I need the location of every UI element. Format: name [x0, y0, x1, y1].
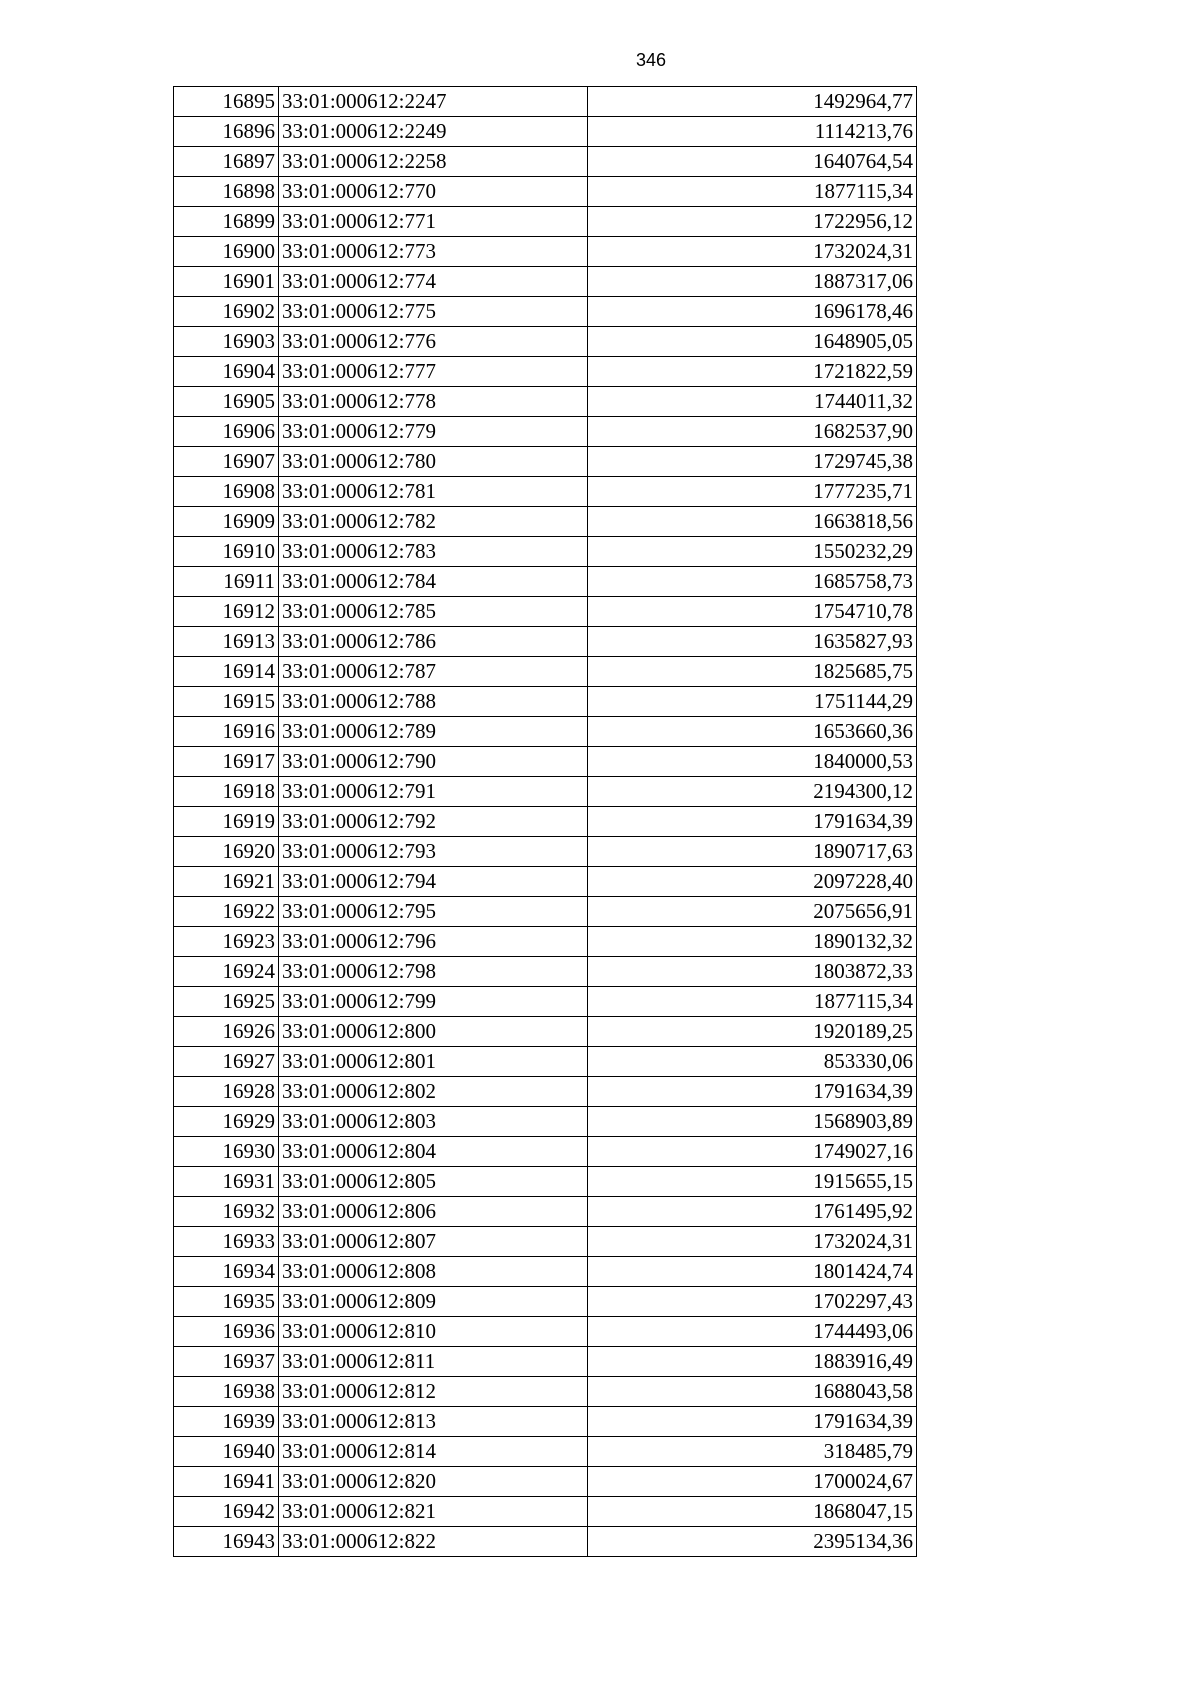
- table-row: [174, 927, 917, 957]
- cadastral-number-cell: 33:01:000612:770: [279, 177, 588, 207]
- table-row: [174, 1257, 917, 1287]
- cadastral-value-cell: 2194300,12: [588, 777, 917, 807]
- table-row: [174, 477, 917, 507]
- cadastral-value-cell: 1825685,75: [588, 657, 917, 687]
- row-number-cell: 16895: [174, 87, 279, 117]
- table-row: [174, 237, 917, 267]
- table-row: [174, 1317, 917, 1347]
- row-number-cell: 16907: [174, 447, 279, 477]
- row-number-cell: 16914: [174, 657, 279, 687]
- table-row: [174, 537, 917, 567]
- cadastral-value-cell: 1777235,71: [588, 477, 917, 507]
- cadastral-number-cell: 33:01:000612:809: [279, 1287, 588, 1317]
- table-row: [174, 1467, 917, 1497]
- table-row: [174, 1077, 917, 1107]
- table-row: [174, 777, 917, 807]
- cadastral-number-cell: 33:01:000612:790: [279, 747, 588, 777]
- cadastral-number-cell: 33:01:000612:783: [279, 537, 588, 567]
- cadastral-value-cell: 1635827,93: [588, 627, 917, 657]
- row-number-cell: 16929: [174, 1107, 279, 1137]
- table-row: [174, 87, 917, 117]
- row-number-cell: 16925: [174, 987, 279, 1017]
- row-number-cell: 16930: [174, 1137, 279, 1167]
- cadastral-number-cell: 33:01:000612:798: [279, 957, 588, 987]
- cadastral-number-cell: 33:01:000612:786: [279, 627, 588, 657]
- cadastral-number-cell: 33:01:000612:822: [279, 1527, 588, 1557]
- cadastral-value-cell: 1920189,25: [588, 1017, 917, 1047]
- cadastral-value-table: [173, 86, 917, 1557]
- cadastral-value-cell: 1877115,34: [588, 987, 917, 1017]
- cadastral-value-cell: 1915655,15: [588, 1167, 917, 1197]
- table-row: [174, 417, 917, 447]
- cadastral-number-cell: 33:01:000612:792: [279, 807, 588, 837]
- cadastral-number-cell: 33:01:000612:776: [279, 327, 588, 357]
- cadastral-value-cell: 1682537,90: [588, 417, 917, 447]
- row-number-cell: 16908: [174, 477, 279, 507]
- cadastral-value-cell: 1648905,05: [588, 327, 917, 357]
- cadastral-number-cell: 33:01:000612:808: [279, 1257, 588, 1287]
- row-number-cell: 16903: [174, 327, 279, 357]
- cadastral-value-cell: 1791634,39: [588, 1407, 917, 1437]
- cadastral-value-cell: 1653660,36: [588, 717, 917, 747]
- row-number-cell: 16909: [174, 507, 279, 537]
- cadastral-value-cell: 1877115,34: [588, 177, 917, 207]
- table-row: [174, 1017, 917, 1047]
- row-number-cell: 16938: [174, 1377, 279, 1407]
- cadastral-number-cell: 33:01:000612:774: [279, 267, 588, 297]
- table-body: [174, 87, 917, 1557]
- row-number-cell: 16937: [174, 1347, 279, 1377]
- cadastral-number-cell: 33:01:000612:778: [279, 387, 588, 417]
- row-number-cell: 16933: [174, 1227, 279, 1257]
- row-number-cell: 16900: [174, 237, 279, 267]
- table-row: [174, 717, 917, 747]
- cadastral-value-cell: 2395134,36: [588, 1527, 917, 1557]
- row-number-cell: 16934: [174, 1257, 279, 1287]
- page-number: 346: [635, 50, 667, 70]
- table-row: [174, 1437, 917, 1467]
- cadastral-value-cell: 1702297,43: [588, 1287, 917, 1317]
- cadastral-number-cell: 33:01:000612:800: [279, 1017, 588, 1047]
- table-row: [174, 1107, 917, 1137]
- table-row: [174, 837, 917, 867]
- table-row: [174, 177, 917, 207]
- cadastral-value-cell: 1801424,74: [588, 1257, 917, 1287]
- table-row: [174, 1377, 917, 1407]
- cadastral-value-cell: 1883916,49: [588, 1347, 917, 1377]
- cadastral-number-cell: 33:01:000612:794: [279, 867, 588, 897]
- table-row: [174, 447, 917, 477]
- cadastral-value-cell: 1791634,39: [588, 807, 917, 837]
- row-number-cell: 16916: [174, 717, 279, 747]
- cadastral-number-cell: 33:01:000612:807: [279, 1227, 588, 1257]
- row-number-cell: 16901: [174, 267, 279, 297]
- table-row: [174, 1347, 917, 1377]
- cadastral-number-cell: 33:01:000612:781: [279, 477, 588, 507]
- table-row: [174, 747, 917, 777]
- row-number-cell: 16898: [174, 177, 279, 207]
- cadastral-number-cell: 33:01:000612:799: [279, 987, 588, 1017]
- cadastral-value-cell: 1492964,77: [588, 87, 917, 117]
- cadastral-number-cell: 33:01:000612:802: [279, 1077, 588, 1107]
- table-row: [174, 117, 917, 147]
- cadastral-number-cell: 33:01:000612:813: [279, 1407, 588, 1437]
- cadastral-number-cell: 33:01:000612:814: [279, 1437, 588, 1467]
- row-number-cell: 16923: [174, 927, 279, 957]
- cadastral-number-cell: 33:01:000612:820: [279, 1467, 588, 1497]
- cadastral-value-cell: 1700024,67: [588, 1467, 917, 1497]
- cadastral-value-cell: 1663818,56: [588, 507, 917, 537]
- row-number-cell: 16915: [174, 687, 279, 717]
- row-number-cell: 16940: [174, 1437, 279, 1467]
- cadastral-value-cell: 2075656,91: [588, 897, 917, 927]
- cadastral-number-cell: 33:01:000612:789: [279, 717, 588, 747]
- table-row: [174, 267, 917, 297]
- cadastral-number-cell: 33:01:000612:2258: [279, 147, 588, 177]
- cadastral-number-cell: 33:01:000612:773: [279, 237, 588, 267]
- cadastral-value-cell: 1803872,33: [588, 957, 917, 987]
- cadastral-value-cell: 1721822,59: [588, 357, 917, 387]
- cadastral-value-cell: 1751144,29: [588, 687, 917, 717]
- table-row: [174, 1137, 917, 1167]
- table-row: [174, 1167, 917, 1197]
- table-row: [174, 297, 917, 327]
- cadastral-number-cell: 33:01:000612:775: [279, 297, 588, 327]
- cadastral-value-cell: 1744493,06: [588, 1317, 917, 1347]
- cadastral-value-cell: 1868047,15: [588, 1497, 917, 1527]
- cadastral-value-cell: 2097228,40: [588, 867, 917, 897]
- cadastral-value-cell: 1732024,31: [588, 237, 917, 267]
- cadastral-number-cell: 33:01:000612:2249: [279, 117, 588, 147]
- table-row: [174, 1407, 917, 1437]
- row-number-cell: 16943: [174, 1527, 279, 1557]
- cadastral-number-cell: 33:01:000612:779: [279, 417, 588, 447]
- cadastral-value-cell: 1685758,73: [588, 567, 917, 597]
- table-row: [174, 687, 917, 717]
- row-number-cell: 16924: [174, 957, 279, 987]
- cadastral-number-cell: 33:01:000612:801: [279, 1047, 588, 1077]
- row-number-cell: 16912: [174, 597, 279, 627]
- cadastral-number-cell: 33:01:000612:812: [279, 1377, 588, 1407]
- row-number-cell: 16928: [174, 1077, 279, 1107]
- row-number-cell: 16902: [174, 297, 279, 327]
- row-number-cell: 16897: [174, 147, 279, 177]
- row-number-cell: 16899: [174, 207, 279, 237]
- row-number-cell: 16936: [174, 1317, 279, 1347]
- cadastral-value-cell: 1722956,12: [588, 207, 917, 237]
- cadastral-number-cell: 33:01:000612:782: [279, 507, 588, 537]
- cadastral-value-cell: 1890717,63: [588, 837, 917, 867]
- cadastral-value-cell: 1754710,78: [588, 597, 917, 627]
- cadastral-number-cell: 33:01:000612:788: [279, 687, 588, 717]
- row-number-cell: 16919: [174, 807, 279, 837]
- row-number-cell: 16932: [174, 1197, 279, 1227]
- table-row: [174, 867, 917, 897]
- row-number-cell: 16939: [174, 1407, 279, 1437]
- cadastral-number-cell: 33:01:000612:780: [279, 447, 588, 477]
- cadastral-number-cell: 33:01:000612:803: [279, 1107, 588, 1137]
- table-row: [174, 597, 917, 627]
- row-number-cell: 16911: [174, 567, 279, 597]
- row-number-cell: 16927: [174, 1047, 279, 1077]
- row-number-cell: 16917: [174, 747, 279, 777]
- cadastral-number-cell: 33:01:000612:810: [279, 1317, 588, 1347]
- cadastral-number-cell: 33:01:000612:811: [279, 1347, 588, 1377]
- row-number-cell: 16941: [174, 1467, 279, 1497]
- row-number-cell: 16905: [174, 387, 279, 417]
- cadastral-value-cell: 1729745,38: [588, 447, 917, 477]
- cadastral-value-cell: 1550232,29: [588, 537, 917, 567]
- cadastral-number-cell: 33:01:000612:791: [279, 777, 588, 807]
- cadastral-value-cell: 1688043,58: [588, 1377, 917, 1407]
- table-row: [174, 1527, 917, 1557]
- row-number-cell: 16920: [174, 837, 279, 867]
- cadastral-value-cell: 1840000,53: [588, 747, 917, 777]
- cadastral-number-cell: 33:01:000612:806: [279, 1197, 588, 1227]
- table-row: [174, 897, 917, 927]
- cadastral-number-cell: 33:01:000612:777: [279, 357, 588, 387]
- table-row: [174, 357, 917, 387]
- cadastral-value-cell: 1890132,32: [588, 927, 917, 957]
- cadastral-value-cell: 853330,06: [588, 1047, 917, 1077]
- row-number-cell: 16942: [174, 1497, 279, 1527]
- cadastral-value-cell: 1749027,16: [588, 1137, 917, 1167]
- cadastral-value-cell: 318485,79: [588, 1437, 917, 1467]
- table-row: [174, 1047, 917, 1077]
- row-number-cell: 16918: [174, 777, 279, 807]
- table-row: [174, 387, 917, 417]
- cadastral-number-cell: 33:01:000612:784: [279, 567, 588, 597]
- cadastral-number-cell: 33:01:000612:785: [279, 597, 588, 627]
- cadastral-value-cell: 1696178,46: [588, 297, 917, 327]
- row-number-cell: 16926: [174, 1017, 279, 1047]
- table-row: [174, 507, 917, 537]
- table-row: [174, 327, 917, 357]
- table-row: [174, 957, 917, 987]
- cadastral-value-cell: 1114213,76: [588, 117, 917, 147]
- table-row: [174, 807, 917, 837]
- cadastral-value-cell: 1640764,54: [588, 147, 917, 177]
- table-row: [174, 207, 917, 237]
- cadastral-value-cell: 1744011,32: [588, 387, 917, 417]
- row-number-cell: 16931: [174, 1167, 279, 1197]
- cadastral-value-cell: 1791634,39: [588, 1077, 917, 1107]
- row-number-cell: 16896: [174, 117, 279, 147]
- cadastral-value-cell: 1732024,31: [588, 1227, 917, 1257]
- table-row: [174, 1497, 917, 1527]
- cadastral-number-cell: 33:01:000612:795: [279, 897, 588, 927]
- cadastral-number-cell: 33:01:000612:787: [279, 657, 588, 687]
- cadastral-number-cell: 33:01:000612:2247: [279, 87, 588, 117]
- table-row: [174, 147, 917, 177]
- table-row: [174, 657, 917, 687]
- row-number-cell: 16913: [174, 627, 279, 657]
- cadastral-value-cell: 1761495,92: [588, 1197, 917, 1227]
- table-row: [174, 567, 917, 597]
- row-number-cell: 16922: [174, 897, 279, 927]
- row-number-cell: 16906: [174, 417, 279, 447]
- cadastral-number-cell: 33:01:000612:804: [279, 1137, 588, 1167]
- row-number-cell: 16935: [174, 1287, 279, 1317]
- cadastral-number-cell: 33:01:000612:793: [279, 837, 588, 867]
- table-row: [174, 987, 917, 1017]
- table-row: [174, 627, 917, 657]
- cadastral-number-cell: 33:01:000612:805: [279, 1167, 588, 1197]
- cadastral-number-cell: 33:01:000612:796: [279, 927, 588, 957]
- row-number-cell: 16910: [174, 537, 279, 567]
- table-row: [174, 1197, 917, 1227]
- table-row: [174, 1227, 917, 1257]
- table-row: [174, 1287, 917, 1317]
- cadastral-value-cell: 1887317,06: [588, 267, 917, 297]
- cadastral-number-cell: 33:01:000612:771: [279, 207, 588, 237]
- cadastral-number-cell: 33:01:000612:821: [279, 1497, 588, 1527]
- row-number-cell: 16904: [174, 357, 279, 387]
- cadastral-value-cell: 1568903,89: [588, 1107, 917, 1137]
- row-number-cell: 16921: [174, 867, 279, 897]
